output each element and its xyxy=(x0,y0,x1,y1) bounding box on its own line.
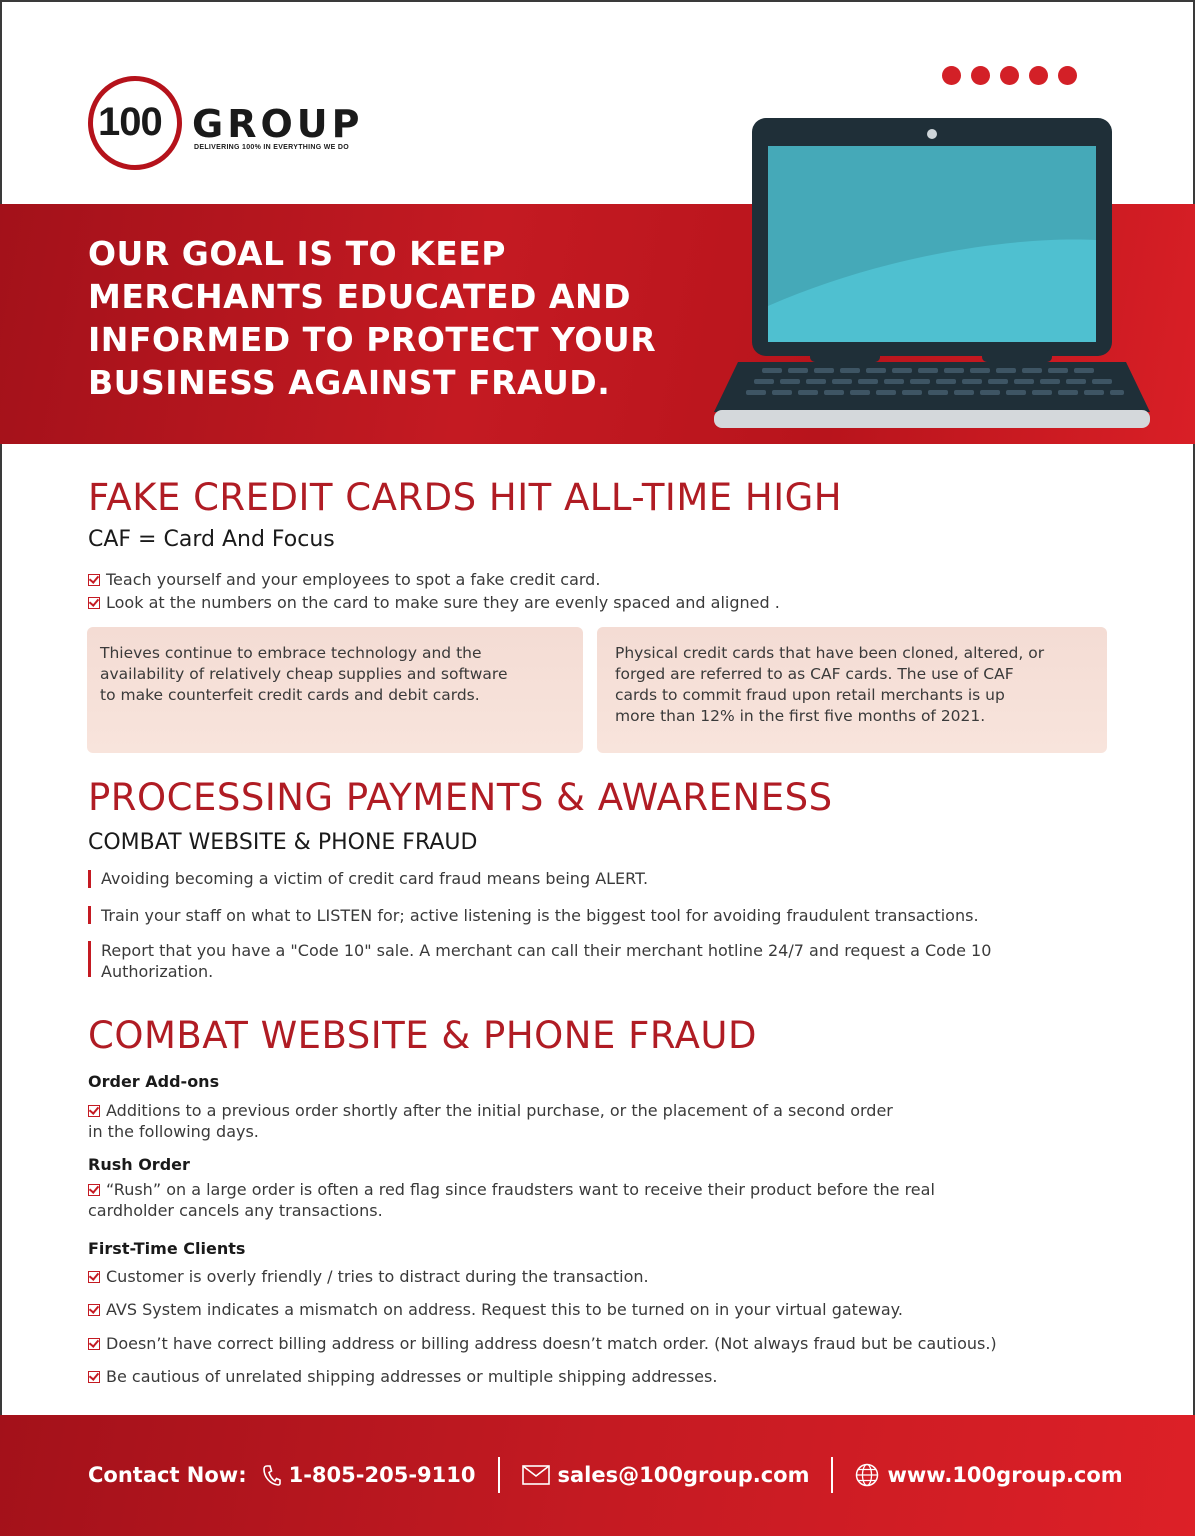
info-card-caf: Physical credit cards that have been cloned, altered, or forged are referred to as CAF cards. The use of CAF cards to commit fraud upon retail merchants is up more than 12% in the first five months of 2021. xyxy=(597,627,1107,753)
checkbox-icon xyxy=(88,597,100,609)
order-addons-heading: Order Add-ons xyxy=(88,1072,220,1091)
checkbox-icon xyxy=(88,574,100,586)
laptop-illustration xyxy=(712,116,1152,436)
rush-order-heading: Rush Order xyxy=(88,1155,190,1174)
section1-bullet: Look at the numbers on the card to make sure they are evenly spaced and aligned . xyxy=(88,592,780,613)
order-addons-text: Additions to a previous order shortly after the initial purchase, or the placement of a second order in the following days. xyxy=(88,1101,893,1141)
section1-bullet: Teach yourself and your employees to spot a fake credit card. xyxy=(88,569,600,590)
hero-line: INFORMED TO PROTECT YOUR xyxy=(88,320,657,359)
dot xyxy=(971,66,990,85)
mail-icon xyxy=(522,1465,550,1485)
checkbox-icon xyxy=(88,1271,100,1283)
section3-title: COMBAT WEBSITE & PHONE FRAUD xyxy=(88,1014,757,1057)
first-time-bullet: Doesn’t have correct billing address or billing address doesn’t match order. (Not always fraud but be cautious.) xyxy=(88,1333,997,1354)
phone-icon xyxy=(263,1464,281,1486)
company-logo xyxy=(88,76,388,176)
laptop-hinge-left xyxy=(810,350,880,362)
accent-bar xyxy=(88,941,91,977)
section2-title: PROCESSING PAYMENTS & AWARENESS xyxy=(88,776,833,819)
info-card-thieves: Thieves continue to embrace technology and the availability of relatively cheap supplies and software to make counterfeit credit cards and debit cards. xyxy=(87,627,583,753)
first-time-heading: First-Time Clients xyxy=(88,1239,246,1258)
checkbox-icon xyxy=(88,1105,100,1117)
section1-subtitle: CAF = Card And Focus xyxy=(88,527,335,552)
section2-item: Avoiding becoming a victim of credit card fraud means being ALERT. xyxy=(101,869,649,888)
section2-item: Train your staff on what to LISTEN for; active listening is the biggest tool for avoiding fraudulent transactions. xyxy=(101,906,979,925)
section2-item: Report that you have a "Code 10" sale. A merchant can call their merchant hotline 24/7 and request a Code 10 Authorization. xyxy=(101,941,992,981)
globe-icon xyxy=(855,1463,879,1487)
first-time-bullet: AVS System indicates a mismatch on address. Request this to be turned on in your virtual gateway. xyxy=(88,1299,903,1320)
footer-divider xyxy=(831,1457,833,1493)
accent-bar xyxy=(88,870,91,888)
checkbox-icon xyxy=(88,1184,100,1196)
footer-divider xyxy=(498,1457,500,1493)
checkbox-icon xyxy=(88,1338,100,1350)
section1-title: FAKE CREDIT CARDS HIT ALL-TIME HIGH xyxy=(88,476,843,519)
phone-link[interactable]: 1-805-205-9110 xyxy=(288,1463,476,1487)
section2-subtitle: COMBAT WEBSITE & PHONE FRAUD xyxy=(88,830,478,855)
rush-order-text: “Rush” on a large order is often a red flag since fraudsters want to receive their product before the real cardholder cancels any transactions. xyxy=(88,1180,935,1220)
dot xyxy=(1058,66,1077,85)
checkbox-icon xyxy=(88,1304,100,1316)
footer-contact xyxy=(88,1460,1123,1490)
logo-tagline: DELIVERING 100% IN EVERYTHING WE DO xyxy=(194,144,349,151)
first-time-bullet: Customer is overly friendly / tries to distract during the transaction. xyxy=(88,1266,649,1287)
logo-word: GROUP xyxy=(192,102,364,146)
hero-title xyxy=(88,232,708,404)
email-link[interactable]: sales@100group.com xyxy=(557,1463,810,1487)
laptop-hinge-right xyxy=(982,350,1052,362)
laptop-bottom-edge xyxy=(714,410,1150,428)
laptop-camera xyxy=(927,129,937,139)
first-time-bullet: Be cautious of unrelated shipping addresses or multiple shipping addresses. xyxy=(88,1366,717,1387)
checkbox-icon xyxy=(88,1371,100,1383)
hero-line: MERCHANTS EDUCATED AND xyxy=(88,277,631,316)
dot xyxy=(1029,66,1048,85)
hero-line: OUR GOAL IS TO KEEP xyxy=(88,234,506,273)
website-link[interactable]: www.100group.com xyxy=(887,1463,1123,1487)
dot xyxy=(1000,66,1019,85)
decorative-dots xyxy=(942,66,1077,85)
accent-bar xyxy=(88,906,91,924)
hero-line: BUSINESS AGAINST FRAUD. xyxy=(88,363,611,402)
contact-label: Contact Now: xyxy=(88,1463,247,1487)
logo-number: 100 xyxy=(98,100,162,144)
dot xyxy=(942,66,961,85)
